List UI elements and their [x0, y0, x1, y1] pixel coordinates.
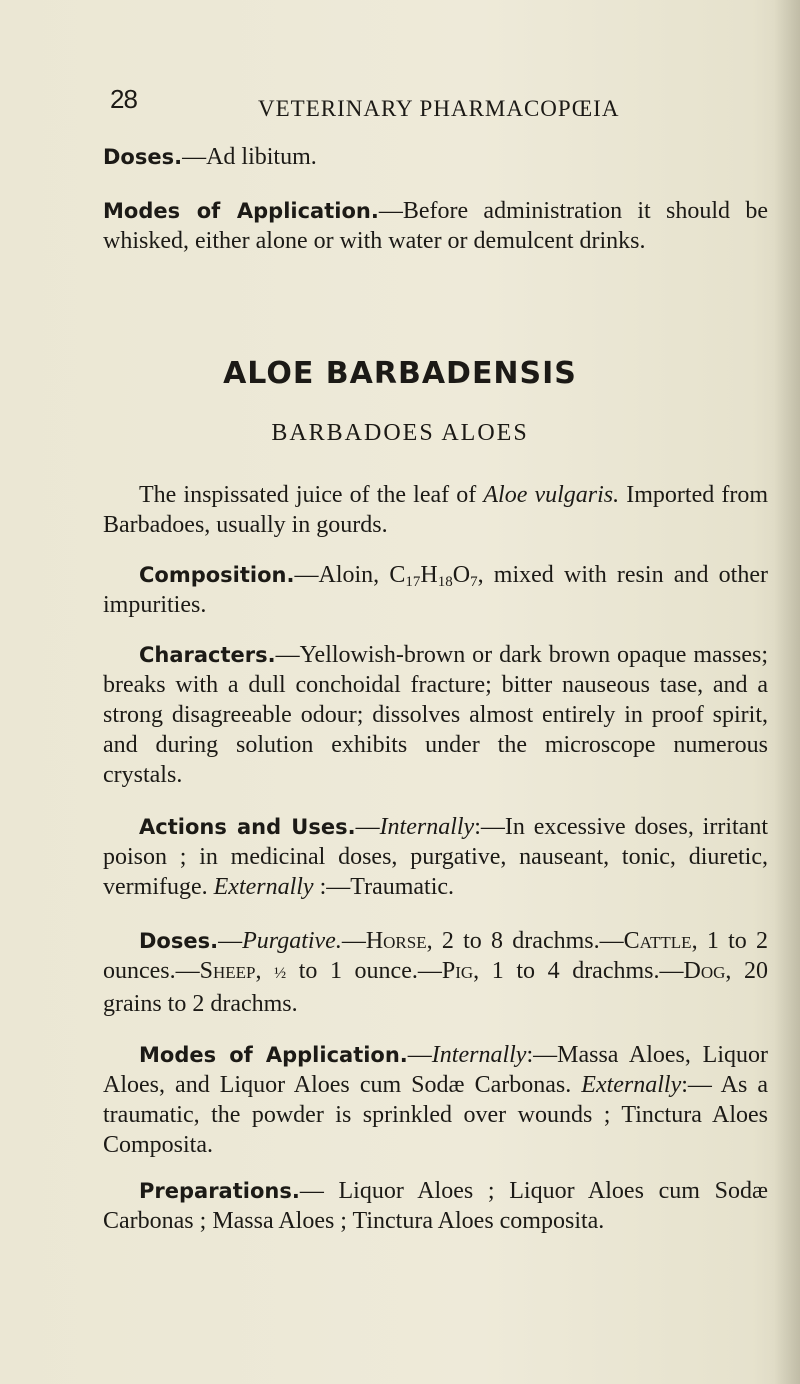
actions-externally: Externally: [213, 874, 314, 900]
doses-sheep-a: ,: [255, 958, 275, 984]
doses-cattle-dose: , 1 to 2 ounces.—: [103, 928, 768, 984]
doses-paragraph: [103, 926, 768, 1019]
doses-pig-dose: , 1 to 4 drachms.—: [473, 958, 684, 984]
composition-sub-1: 17: [405, 574, 421, 590]
intro-text-b: Imported from Barbadoes, usually in gourds.: [103, 482, 768, 538]
page-number: 28: [110, 84, 137, 114]
actions-text-a: :—In excessive doses, irritant poison ; in medicinal doses, purgative, nauseant, tonic, diuretic, vermifuge.: [103, 814, 768, 900]
modes-text-a: :—Massa Aloes, Liquor Aloes, and Liquor Aloes cum Sodæ Carbonas.: [103, 1042, 768, 1098]
modes-externally: Externally: [581, 1072, 682, 1098]
prev-modes-text: —Before administration it should be whisked, either alone or with water or demulcent drinks.: [103, 198, 768, 254]
intro-text-a: The inspissated juice of the leaf of: [139, 482, 484, 508]
preparations-label: Preparations.: [139, 1179, 300, 1203]
prev-modes-paragraph: [103, 196, 768, 256]
running-title: VETERINARY PHARMACOPŒIA: [258, 96, 620, 121]
doses-dog-dose: , 20 grains to 2 drachms.: [103, 958, 768, 1017]
composition-text-a: —Aloin, C: [294, 562, 406, 588]
doses-label: Doses.: [139, 929, 219, 953]
doses-purgative: Purgative.: [242, 928, 342, 954]
doses-pig: Pig: [441, 958, 474, 984]
doses-sheep-b: to 1 ounce.—: [286, 958, 442, 984]
intro-paragraph: [103, 480, 768, 540]
modes-paragraph: [103, 1040, 768, 1160]
prev-doses-text: —Ad libitum.: [182, 144, 317, 170]
doses-horse: Horse: [365, 928, 427, 954]
composition-sub-2: 18: [437, 574, 453, 590]
composition-label: Composition.: [139, 563, 295, 587]
entry-title: ALOE BARBADENSIS: [223, 356, 577, 391]
actions-paragraph: [103, 812, 768, 902]
actions-internally: Internally: [379, 814, 475, 840]
prev-modes-label: Modes of Application.: [103, 199, 379, 223]
actions-label: Actions and Uses.: [139, 815, 356, 839]
page-edge-shadow: [774, 0, 800, 1384]
doses-cattle: Cattle: [623, 928, 692, 954]
characters-text: —Yellowish-brown or dark brown opaque masses; breaks with a dull conchoidal fracture; bitter nauseous tase, and a strong disagreeable odour; dissolves almost entirely in proof spirit, and during solution exhibits under the microscope numerous crystals.: [103, 642, 768, 788]
page-header: [110, 84, 750, 124]
preparations-paragraph: [103, 1176, 768, 1236]
composition-sub-3: 7: [470, 574, 478, 590]
modes-internally: Internally: [431, 1042, 527, 1068]
characters-paragraph: [103, 640, 768, 790]
doses-dog: Dog: [683, 958, 726, 984]
actions-dash: —: [355, 814, 380, 840]
preparations-text: — Liquor Aloes ; Liquor Aloes cum Sodæ Carbonas ; Massa Aloes ; Tinctura Aloes composita.: [103, 1178, 768, 1234]
modes-dash: —: [407, 1042, 432, 1068]
composition-text-b: H: [420, 562, 438, 588]
doses-dash-2: —: [341, 928, 366, 954]
doses-sheep: Sheep: [199, 958, 256, 984]
intro-species: Aloe vulgaris.: [483, 482, 620, 508]
characters-label: Characters.: [139, 643, 276, 667]
actions-text-b: :—Traumatic.: [313, 874, 455, 900]
modes-text-b: :— As a traumatic, the powder is sprinkled over wounds ; Tinctura Aloes Composita.: [103, 1072, 769, 1158]
prev-doses-paragraph: [103, 142, 768, 172]
prev-doses-label: Doses.: [103, 145, 183, 169]
composition-text-d: , mixed with resin and other impurities.: [103, 562, 768, 618]
composition-text-c: O: [452, 562, 471, 588]
composition-paragraph: [103, 560, 768, 620]
entry-subtitle: BARBADOES ALOES: [271, 420, 529, 446]
doses-horse-dose: , 2 to 8 drachms.—: [426, 928, 624, 954]
doses-half-fraction: ½: [274, 965, 287, 982]
doses-dash: —: [218, 928, 243, 954]
modes-label: Modes of Application.: [139, 1043, 408, 1067]
